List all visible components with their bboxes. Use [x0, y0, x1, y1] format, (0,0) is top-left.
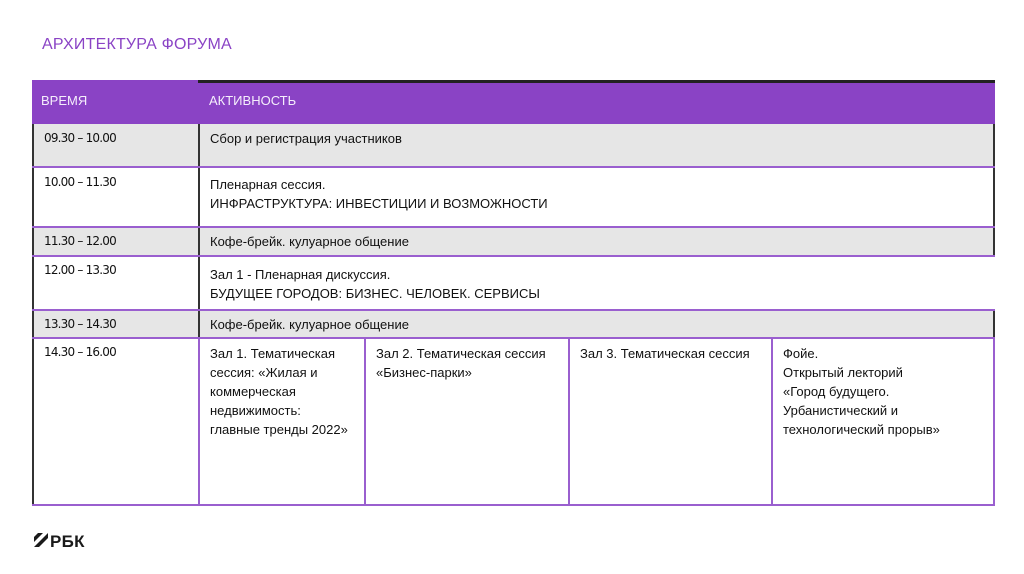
- session-cell-hall-2: [364, 339, 568, 504]
- session-cell-hall-3: [568, 339, 771, 504]
- rbc-logo: [34, 532, 85, 552]
- session-cell-foyer: [771, 339, 995, 504]
- schedule-table: [32, 80, 995, 506]
- table-row: [32, 257, 995, 309]
- session-text: Открытый лекторий: [783, 365, 903, 380]
- activity-text: Зал 1 - Пленарная дискуссия.: [210, 267, 391, 282]
- session-cell-hall-1: [198, 339, 364, 504]
- session-text: Зал 3. Тематическая сессия: [580, 346, 750, 361]
- activity-cell: [198, 311, 995, 337]
- table-row: [32, 339, 995, 504]
- time-cell: 12.00 – 13.30: [32, 257, 198, 309]
- session-text: сессия: «Жилая и: [210, 365, 318, 380]
- header-activity: АКТИВНОСТЬ: [198, 80, 995, 124]
- session-text: коммерческая: [210, 384, 296, 399]
- page-title: АРХИТЕКТУРА ФОРУМА: [42, 36, 232, 53]
- time-cell: 14.30 – 16.00: [32, 339, 198, 504]
- table-row: [32, 168, 995, 226]
- activity-text: Кофе-брейк. кулуарное общение: [210, 317, 409, 332]
- activity-text: Сбор и регистрация участников: [210, 131, 402, 146]
- session-text: Зал 1. Тематическая: [210, 346, 336, 361]
- rbc-logo-text: РБК: [50, 532, 85, 551]
- session-text: главные тренды 2022»: [210, 422, 348, 437]
- time-cell: 10.00 – 11.30: [32, 168, 198, 226]
- session-text: Фойе.: [783, 346, 819, 361]
- rbc-logo-icon: [34, 532, 50, 552]
- session-text: технологический прорыв»: [783, 422, 940, 437]
- activity-cell: [198, 168, 995, 226]
- activity-text: Кофе-брейк. кулуарное общение: [210, 234, 409, 249]
- activity-cell: [198, 124, 995, 166]
- time-cell: 13.30 – 14.30: [32, 311, 198, 337]
- activity-text: ИНФРАСТРУКТУРА: ИНВЕСТИЦИИ И ВОЗМОЖНОСТИ: [210, 196, 548, 211]
- activity-text: БУДУЩЕЕ ГОРОДОВ: БИЗНЕС. ЧЕЛОВЕК. СЕРВИСЫ: [210, 286, 540, 301]
- session-text: недвижимость:: [210, 403, 301, 418]
- table-row: [32, 228, 995, 255]
- session-text: «Город будущего.: [783, 384, 890, 399]
- time-cell: 09.30 – 10.00: [32, 124, 198, 166]
- table-row: [32, 311, 995, 337]
- session-text: «Бизнес-парки»: [376, 365, 472, 380]
- activity-text: Пленарная сессия.: [210, 177, 326, 192]
- header-time: ВРЕМЯ: [32, 80, 198, 124]
- activity-cell: [198, 257, 995, 309]
- activity-cell: [198, 228, 995, 255]
- session-text: Зал 2. Тематическая сессия: [376, 346, 546, 361]
- session-text: Урбанистический и: [783, 403, 899, 418]
- time-cell: 11.30 – 12.00: [32, 228, 198, 255]
- table-row: [32, 124, 995, 166]
- table-bottom-border: [32, 504, 995, 506]
